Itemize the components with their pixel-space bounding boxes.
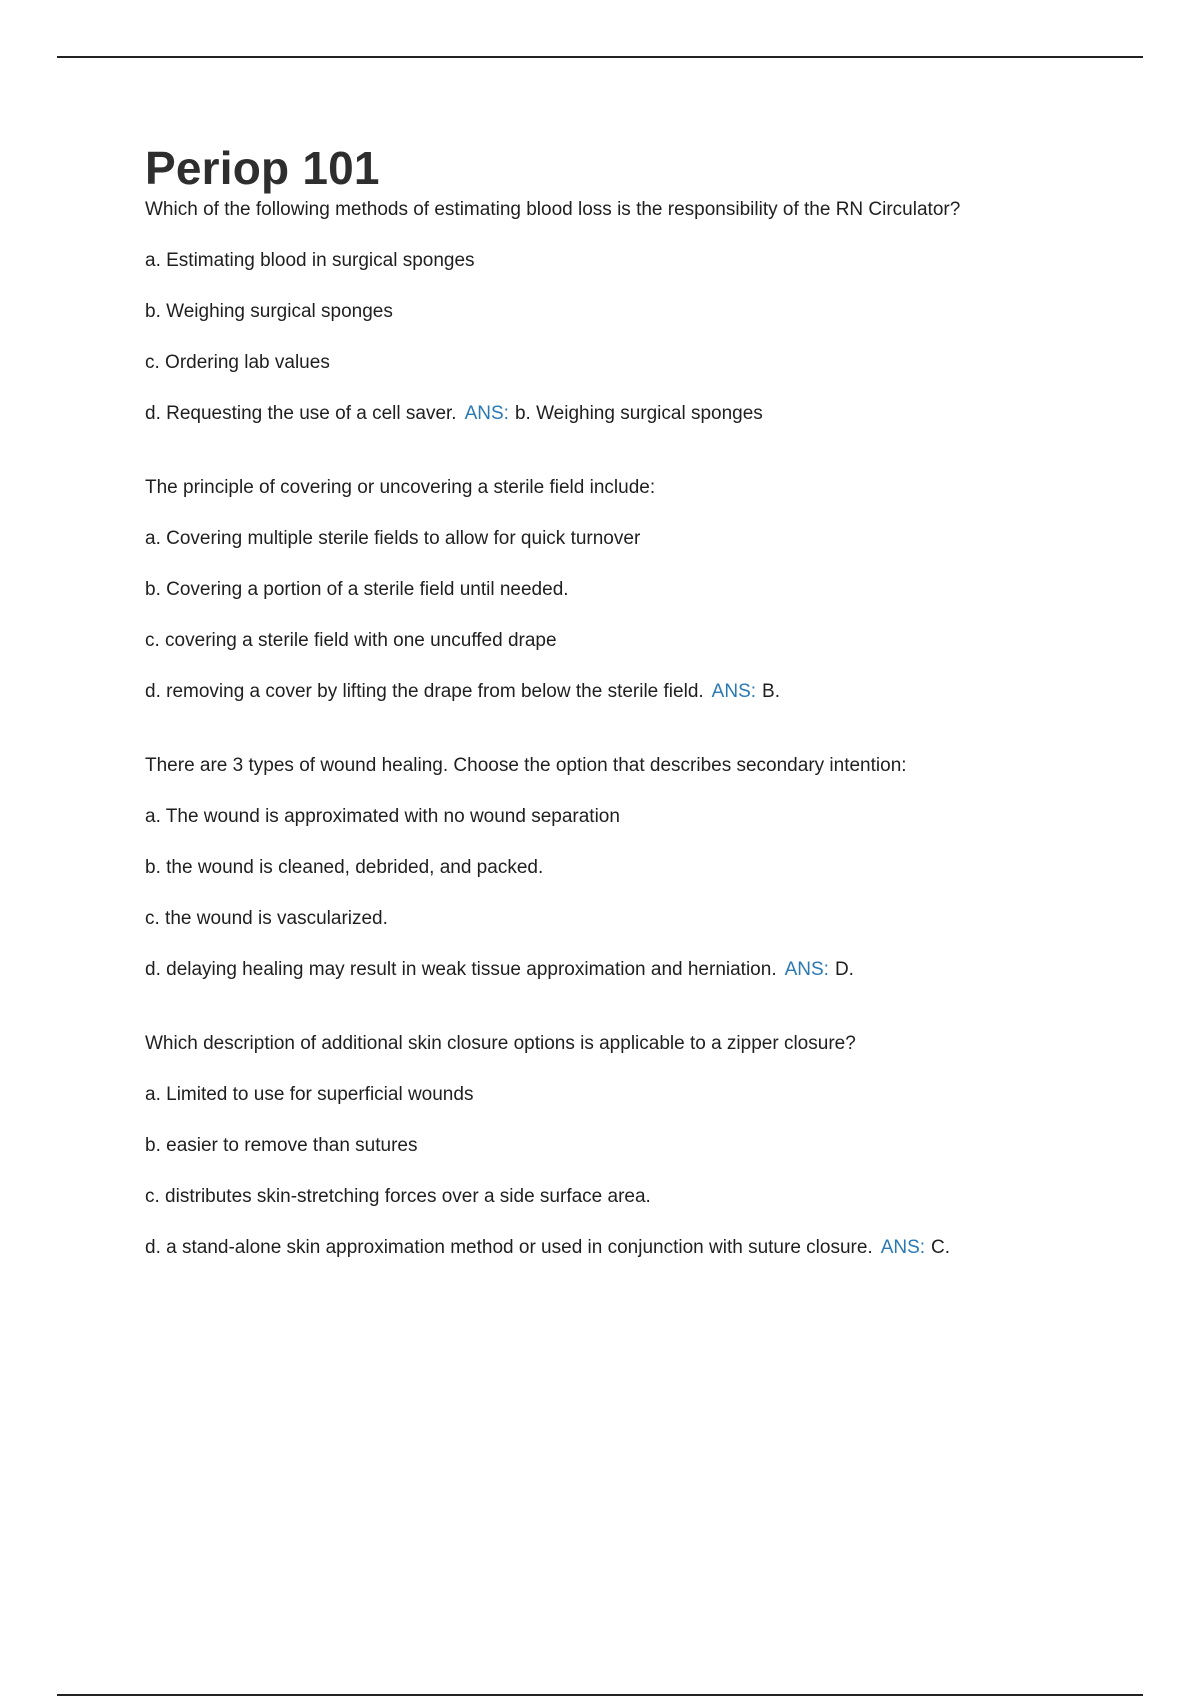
question-block-2	[145, 477, 1145, 703]
page-title: Periop 101	[145, 142, 380, 194]
option-d-with-answer	[145, 1237, 1145, 1259]
option-b: b. Weighing surgical sponges	[145, 301, 393, 322]
option-c: c. covering a sterile field with one uncuffed drape	[145, 630, 557, 651]
option-d-with-answer	[145, 959, 1145, 981]
option-c: c. the wound is vascularized.	[145, 908, 388, 929]
answer-label: ANS:	[464, 403, 509, 424]
answer-label: ANS:	[784, 959, 829, 980]
bottom-rule	[57, 1694, 1143, 1696]
option-b: b. the wound is cleaned, debrided, and packed.	[145, 857, 544, 878]
answer-value: B.	[762, 681, 780, 702]
question-text: Which description of additional skin closure options is applicable to a zipper closure?	[145, 1033, 856, 1054]
option-c: c. distributes skin-stretching forces over a side surface area.	[145, 1186, 651, 1207]
question-block-1	[145, 199, 1145, 425]
option-b: b. Covering a portion of a sterile field until needed.	[145, 579, 569, 600]
answer-label: ANS:	[880, 1237, 926, 1258]
answer-label: ANS:	[711, 681, 757, 702]
question-block-4	[145, 1033, 1145, 1259]
option-d: d. Requesting the use of a cell saver.	[145, 403, 457, 424]
answer-value: C.	[931, 1237, 951, 1258]
document-body	[145, 143, 1145, 1259]
answer-value: b. Weighing surgical sponges	[514, 403, 763, 424]
top-rule	[57, 56, 1143, 58]
option-a: a. Limited to use for superficial wounds	[145, 1084, 474, 1105]
option-b: b. easier to remove than sutures	[145, 1135, 418, 1156]
option-d: d. delaying healing may result in weak tissue approximation and herniation.	[145, 959, 777, 980]
option-d: d. removing a cover by lifting the drape from below the sterile field.	[145, 681, 704, 702]
option-d-with-answer	[145, 681, 1145, 703]
question-text: The principle of covering or uncovering a sterile field include:	[145, 477, 656, 498]
option-a: a. Covering multiple sterile fields to allow for quick turnover	[145, 528, 641, 549]
option-d-with-answer	[145, 403, 1145, 425]
question-text: There are 3 types of wound healing. Choose the option that describes secondary intention:	[145, 755, 907, 776]
option-d: d. a stand-alone skin approximation method or used in conjunction with suture closure.	[145, 1237, 873, 1258]
option-a: a. The wound is approximated with no wound separation	[145, 806, 620, 827]
question-block-3	[145, 755, 1145, 981]
question-text: Which of the following methods of estimating blood loss is the responsibility of the RN Circulator?	[145, 199, 961, 220]
option-a: a. Estimating blood in surgical sponges	[145, 250, 475, 271]
answer-value: D.	[834, 959, 854, 980]
option-c: c. Ordering lab values	[145, 352, 330, 373]
